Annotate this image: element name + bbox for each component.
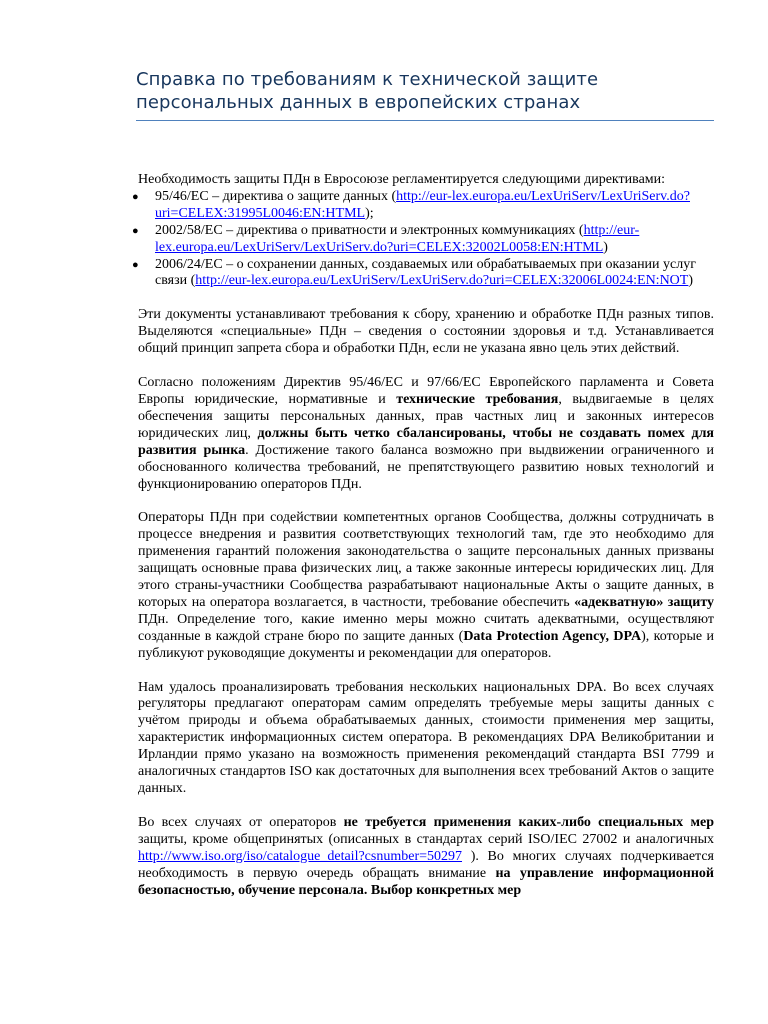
- directive-text: 2002/58/EC – директива о приватности и электронных коммуникациях (: [155, 222, 584, 238]
- list-item: [132, 188, 714, 223]
- bold-run: на управление информационной безопасностью, обучение персонала. Выбор конкретных мер: [138, 865, 714, 898]
- bold-run: не требуется применения каких-либо специальных мер: [343, 814, 714, 830]
- paragraph-dpa-analysis: Нам удалось проанализировать требования нескольких национальных DPA. Во всех случаях регуляторы предлагают операторам самим определять требуемые меры защиты данных с учётом природы и объема обрабатываемых данных, стоимости применения мер защиты, характеристик информационных систем оператора. В рекомендациях DPA Великобритании и Ирландии прямо указано на возможность применения рекомендаций стандарта BSI 7799 и аналогичных стандартов ISO как достаточных для выполнения всех требований Актов о защите данных.: [138, 679, 714, 796]
- text-run: Согласно положениям Директив 95/46/EC и 97/66/EC Европейского парламента и Совета Европы юридические, нормативные и: [138, 375, 714, 407]
- list-item: [132, 222, 714, 257]
- directive-tail: );: [365, 205, 374, 221]
- directive-link[interactable]: http://eur-lex.europa.eu/LexUriServ/LexUriServ.do?uri=CELEX:32002L0058:EN:HTML: [155, 222, 640, 255]
- paragraph-requirements: Эти документы устанавливают требования к сбору, хранению и обработке ПДн разных типов. Выделяются «специальные» ПДн – сведения о состоянии здоровья и т.д. Устанавливается общий принцип запрета сбора и обработки ПДн, если не указана явно цель этих действий.: [138, 307, 714, 357]
- directive-tail: ): [688, 273, 694, 289]
- bold-run: должны быть четко сбалансированы, чтобы не создавать помех для развития рынка: [138, 425, 714, 458]
- bold-run: «адекватную» защиту: [574, 594, 715, 610]
- directive-link[interactable]: http://eur-lex.europa.eu/LexUriServ/LexUriServ.do?uri=CELEX:31995L0046:EN:HTML: [155, 188, 690, 221]
- bullet-icon: ●: [132, 258, 139, 271]
- text-run: защиты, кроме общепринятых (описанных в стандартах серий ISO/IEC 27002 и аналогичных: [138, 831, 714, 847]
- iso-link[interactable]: http://www.iso.org/iso/catalogue_detail?csnumber=50297: [138, 848, 463, 864]
- bold-run: Data Protection Agency, DPA: [463, 628, 642, 644]
- paragraph-directives: [138, 375, 714, 493]
- text-run: Операторы ПДн при содействии компетентных органов Сообщества, должны сотрудничать в процессе внедрения и развития соответствующих технологий там, где это необходимо для применения гарантий положения законодательства о защите персональных данных призваны защищать основные права физических лиц, а также законные интересы юридических лиц. Для этого страны-участники Сообщества разрабатывают национальные Акты о защите данных, в которых на оператора возлагается, в частности, требование обеспечить: [138, 510, 714, 610]
- text-run: Во всех случаях от операторов: [138, 814, 344, 830]
- intro-paragraph: Необходимость защиты ПДн в Евросоюзе регламентируется следующими директивами:: [138, 172, 666, 187]
- bullet-icon: ●: [132, 190, 139, 203]
- text-run: ПДн. Определение того, какие именно меры можно считать адекватными, осуществляют созданные в каждой стране бюро по защите данных (: [138, 611, 714, 644]
- directive-list: [132, 188, 714, 290]
- paragraph-measures: [138, 815, 714, 900]
- directive-text: 95/46/EC – директива о защите данных (: [155, 188, 397, 204]
- page-title: Справка по требованиям к технической защите персональных данных в европейских странах: [136, 69, 599, 113]
- document-body: [132, 172, 715, 899]
- directive-link[interactable]: http://eur-lex.europa.eu/LexUriServ/LexUriServ.do?uri=CELEX:32006L0024:EN:NOT: [195, 273, 689, 289]
- directive-text: 2006/24/EC – о сохранении данных, создаваемых или обрабатываемых при оказании услуг связи (: [155, 256, 696, 289]
- text-run: ). Во многих случаях подчеркивается необходимость в первую очередь обращать внимание: [138, 848, 714, 881]
- list-item: [132, 256, 714, 291]
- text-run: . Достижение такого баланса возможно при выдвижении ограниченного и обоснованного количества требований, не препятствующего развитию новых технологий и функционированию операторов ПДн.: [138, 442, 714, 492]
- text-run: , выдвигаемые в целях обеспечения защиты персональных данных, прав частных лиц и законных интересов юридических лиц,: [138, 391, 714, 441]
- bold-run: технические требования: [396, 391, 559, 407]
- directive-tail: ): [603, 239, 608, 255]
- title-divider: [136, 120, 714, 121]
- bullet-icon: ●: [132, 224, 139, 237]
- paragraph-operators: [138, 510, 714, 662]
- text-run: ), которые и публикуют руководящие документы и рекомендации для операторов.: [138, 628, 714, 661]
